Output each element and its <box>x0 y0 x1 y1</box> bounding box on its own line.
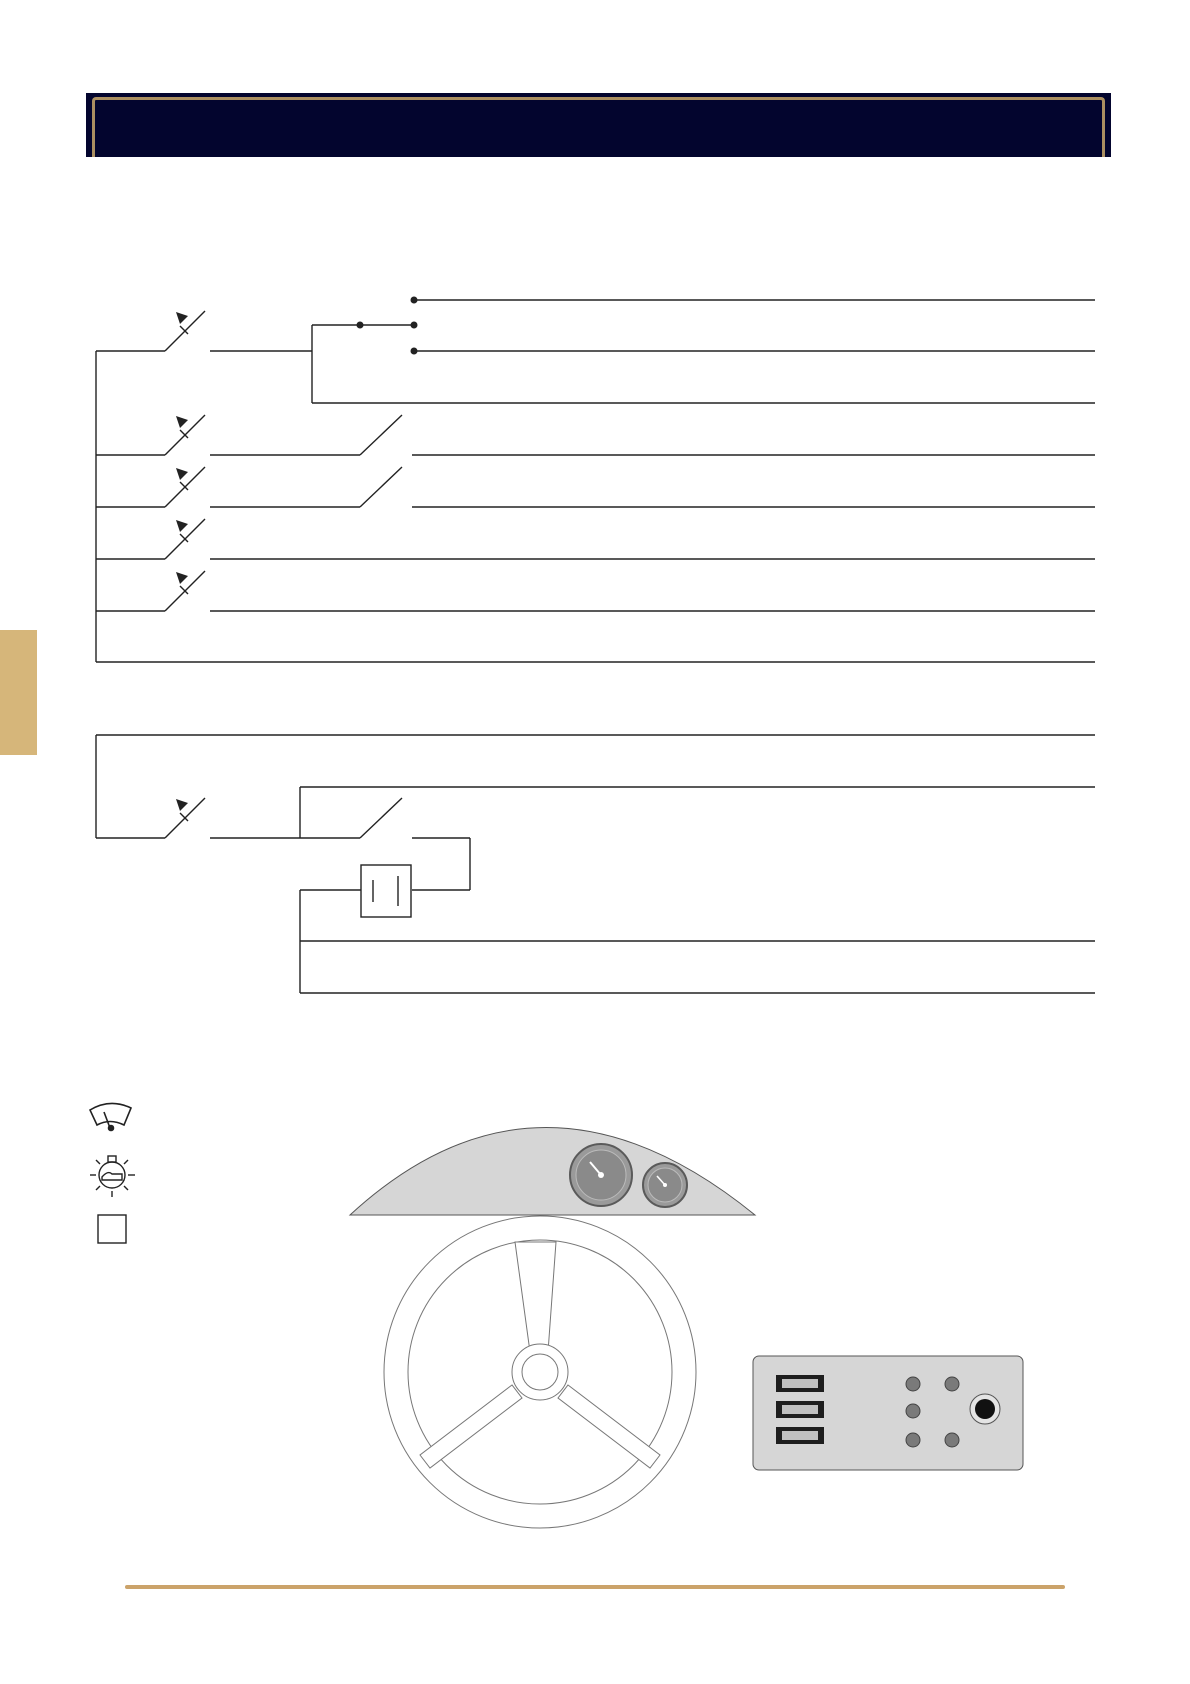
relay-box <box>361 865 411 917</box>
square-box-icon <box>98 1215 126 1243</box>
indicator-light <box>945 1377 959 1391</box>
rocker-switch-1 <box>776 1375 824 1392</box>
selector-contact-2 <box>411 322 418 329</box>
rocker-switch-2 <box>776 1401 824 1418</box>
indicator-light <box>945 1433 959 1447</box>
upper-circuit <box>96 300 1095 662</box>
indicator-light <box>906 1433 920 1447</box>
switch-panel <box>753 1356 1023 1470</box>
indicator-light <box>906 1404 920 1418</box>
selector-contact-1 <box>411 297 418 304</box>
indicator-light <box>906 1377 920 1391</box>
lower-circuit <box>96 735 1095 993</box>
windshield-wiper-icon <box>90 1103 131 1130</box>
selector-contact-3 <box>411 348 418 355</box>
steering-wheel <box>384 1216 696 1528</box>
small-gauge <box>643 1163 687 1207</box>
washer-pump-icon <box>90 1156 135 1197</box>
large-gauge <box>570 1144 632 1206</box>
selector-pivot <box>357 322 364 329</box>
rocker-switch-3 <box>776 1427 824 1444</box>
instrument-panel <box>350 1128 755 1216</box>
upper-circuit-markers <box>176 297 418 585</box>
